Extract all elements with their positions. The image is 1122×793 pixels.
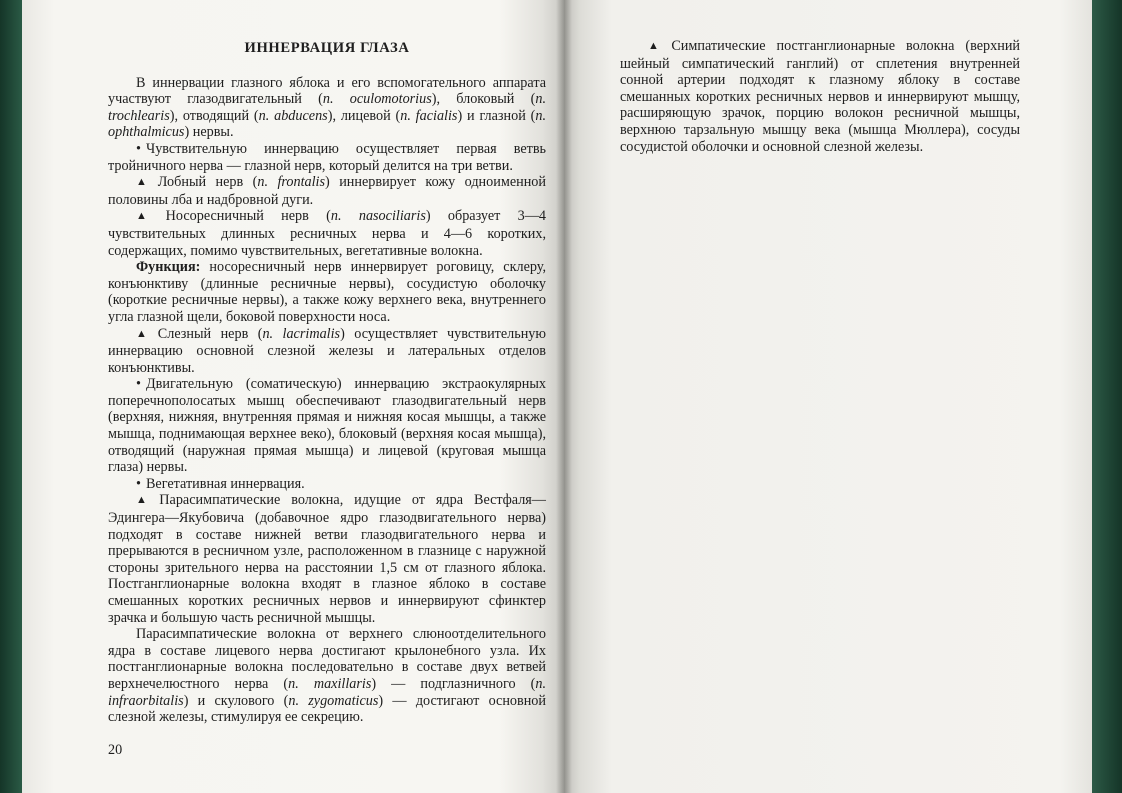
section-title: ИННЕРВАЦИЯ ГЛАЗА <box>244 40 410 56</box>
paragraph-motor: • Двигательную (соматическую) иннервацию экстраокулярных поперечнополосатых мышц обеспечивают глазодвигательный нерв (верхняя, нижняя, внутренняя прямая и нижняя косая мышцы, а также мышца, поднимающая верхнее веко), блоковый (верхняя косая мышца), отводящий (наружная прямая мышца) и лицевой (круговая мышца глаза) нервы. <box>108 376 546 476</box>
triangle-bullet-icon: ▲ <box>136 327 153 340</box>
left-page <box>22 0 564 793</box>
paragraph-parasympathetic-lacrimal: Парасимпатические волокна от верхнего слюноотделительного ядра в составе лицевого нерва достигают крылонебного узла. Их постганглионарные волокна последовательно в составе двух ветвей верхнечелюстного нерва (n. maxillaris) — подглазничного (n. infraorbitalis) и скулового (n. zygomaticus) — достигают основной слезной железы, стимулируя ее секрецию. <box>108 626 546 726</box>
bullet-icon: • <box>136 140 141 157</box>
triangle-bullet-icon: ▲ <box>136 210 161 223</box>
right-page-text <box>620 38 1020 155</box>
paragraph-function: Функция: носоресничный нерв иннервирует роговицу, склеру, конъюнктиву (длинные ресничные нервы), сосудистую оболочку (короткие ресничные нервы), а также кожу верхнего века, внутреннего угла глазной щели, боковой поверхности носа. <box>108 259 546 325</box>
paragraph-autonomic: • Вегетативная иннервация. <box>136 475 305 492</box>
bullet-icon: • <box>136 475 141 492</box>
bullet-icon: • <box>136 376 141 393</box>
book-cover-left-edge <box>0 0 22 793</box>
right-page <box>564 0 1092 793</box>
triangle-bullet-icon: ▲ <box>648 40 667 52</box>
book-cover-right-edge <box>1092 0 1122 793</box>
paragraph-parasympathetic: ▲ Парасимпатические волокна, идущие от ядра Вестфаля—Эдингера—Якубовича (добавочное ядро глазодвигательного нерва) подходят в составе нижней ветви глазодвигательного нерва и прерываются в ресничном узле, расположенном в глазнице с наружной стороны зрительного нерва на расстоянии 1,5 см от глазного яблока. Постганглионарные волокна входят в глазное яблоко в составе смешанных коротких ресничных нервов и иннервируют сфинктер зрачка и большую часть ресничной мышцы. <box>108 492 546 626</box>
left-page-text <box>108 40 546 726</box>
paragraph-lacrimal-nerve: ▲ Слезный нерв (n. lacrimalis) осуществляет чувствительную иннервацию основной слезной железы и латеральных отделов конъюнктивы. <box>108 325 547 376</box>
triangle-bullet-icon: ▲ <box>136 494 155 507</box>
paragraph-frontal-nerve: ▲ Лобный нерв (n. frontalis) иннервирует кожу одноименной половины лба и надбровной дуги. <box>108 174 546 208</box>
page-number: 20 <box>108 742 123 758</box>
paragraph-intro: В иннервации глазного яблока и его вспомогательного аппарата участвуют глазодвигательный (n. oculomotorius), блоковый (n. trochlearis), отводящий (n. abducens), лицевой (n. facialis) и глазной (n. ophthalmicus) нервы. <box>108 74 547 141</box>
paragraph-sympathetic: ▲ Симпатические постганглионарные волокна (верхний шейный симпатический ганглий) от сплетения внутренней сонной артерии подходят к глазному яблоку в составе смешанных коротких ресничных нервов и иннервируют мышцу, расширяющую зрачок, порцию волокон ресничной мышцы, верхнюю тарзальную мышцу века (мышца Мюллера), сосуды сосудистой оболочки и основной слезной железы. <box>620 38 1021 155</box>
function-label: Функция: <box>136 259 201 276</box>
book-spine-shadow <box>556 0 572 793</box>
paragraph-sensory: • Чувствительную иннервацию осуществляет первая ветвь тройничного нерва — глазной нерв, который делится на три ветви. <box>108 140 546 174</box>
triangle-bullet-icon: ▲ <box>136 176 153 189</box>
paragraph-nasociliary-nerve: ▲ Носоресничный нерв (n. nasociliaris) образует 3—4 чувствительных длинных ресничных нерва и 4—6 коротких, содержащих, помимо чувствительных, вегетативные волокна. <box>108 208 547 259</box>
